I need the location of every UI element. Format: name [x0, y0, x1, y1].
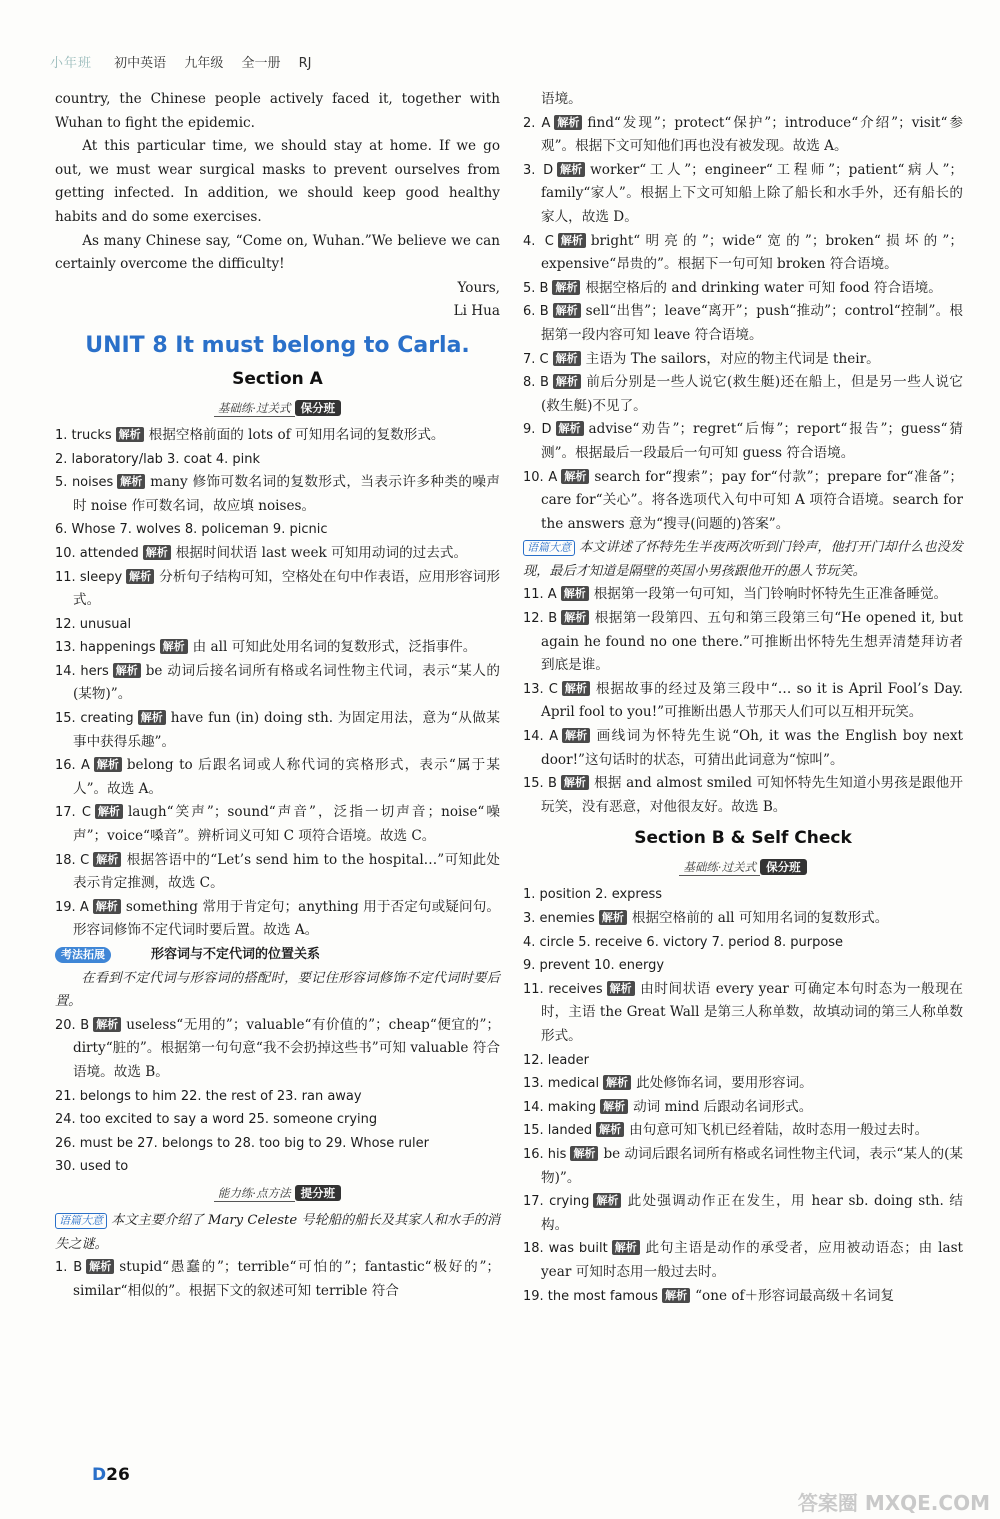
- banner-badge: 提分班: [295, 1185, 342, 1201]
- answer-item: [523, 277, 963, 301]
- answer-item: [523, 348, 963, 372]
- answer-key: 11. receives: [523, 981, 603, 997]
- explanation-tag: 解析: [553, 351, 581, 366]
- explanation-tag: 解析: [562, 681, 590, 696]
- answer-key: 10. attended: [55, 545, 139, 561]
- answer-item: [523, 1072, 963, 1096]
- explanation-tag: 解析: [596, 1122, 624, 1137]
- practice-banner: [523, 857, 963, 877]
- banner-label: 基础练·过关式: [679, 859, 760, 876]
- answer-item: [523, 1190, 963, 1237]
- left-column: [55, 88, 500, 1303]
- answer-item: [55, 1256, 500, 1303]
- letter-signature: Li Hua: [453, 303, 500, 320]
- answer-item: [523, 954, 963, 978]
- answer-key: 11. A: [523, 587, 557, 603]
- explanation-text: belong to 后跟名词或人称代词的宾格形式，表示“属于某人”。故选 A。: [73, 757, 500, 797]
- answer-key: 24. too excited to say a word 25. someone crying: [55, 1112, 378, 1128]
- answer-key: 26. must be 27. belongs to 28. too big to 29. Whose ruler: [55, 1135, 429, 1151]
- answer-item: [523, 371, 963, 418]
- letter-paragraph: At this particular time, we should stay at home. If we go out, we must wear surgical masks to prevent ourselves from getting infected. In addition, we should keep good healthy habits and do some exercises.: [55, 138, 500, 225]
- explanation-tag: 解析: [113, 663, 141, 678]
- answer-item: [523, 1237, 963, 1284]
- tip-text: 在看到不定代词与形容词的搭配时，要记住形容词修饰不定代词时要后置。: [55, 970, 500, 1010]
- unit-title: UNIT 8 It must belong to Carla.: [85, 332, 470, 358]
- right-column: [523, 88, 963, 1308]
- answer-list: [523, 583, 963, 819]
- answer-item: [523, 418, 963, 465]
- explanation-tag: 解析: [570, 1146, 598, 1161]
- answer-item: [523, 931, 963, 955]
- continued-text: 语境。: [541, 91, 582, 107]
- tip-box-heading: [55, 943, 500, 967]
- answer-key: 6. Whose 7. wolves 8. policeman 9. picnic: [55, 522, 328, 538]
- answer-key: 16. A: [55, 758, 90, 774]
- answer-key: 15. landed: [523, 1123, 593, 1139]
- explanation-text: 动词 mind 后跟动名词形式。: [633, 1098, 813, 1115]
- answer-item: [55, 542, 500, 566]
- passage-tag: 语篇大意: [523, 540, 575, 556]
- explanation-text: stupid“愚蠢的”；terrible“可怕的”；fantastic“极好的”；similar“相似的”。根据下文的叙述可知 terrible 符合: [73, 1259, 500, 1299]
- answer-key: 1. B: [55, 1260, 83, 1276]
- passage-summary: [55, 1209, 500, 1256]
- answer-key: 11. sleepy: [55, 569, 123, 585]
- answer-item: [55, 1155, 500, 1179]
- letter-paragraph: As many Chinese say, “Come on, Wuhan.”We believe we can certainly overcome the difficulty!: [55, 232, 500, 273]
- explanation-text: 由时间状语 every year 可确定本句时态为一般现在时，主语 the Great Wall 是第三人称单数，故填动词的第三人称单数形式。: [541, 980, 963, 1044]
- answer-key: 4. circle 5. receive 6. victory 7. period 8. purpose: [523, 934, 844, 950]
- answer-list: [55, 1256, 500, 1303]
- explanation-text: sell“出售”；leave“离开”；push“推动”；control“控制”。根据第一段内容可知 leave 符合语境。: [541, 303, 963, 343]
- passage-summary-text: 本文讲述了怀特先生半夜两次听到门铃声，他打开门却什么也没发现，最后才知道是隔壁的英国小男孩跟他开的愚人节玩笑。: [523, 540, 963, 579]
- answer-key: 15. creating: [55, 711, 134, 727]
- watermark: 答案圈 MXQE.COM: [797, 1491, 990, 1515]
- explanation-text: 主语为 The sailors，对应的物主代词是 their。: [585, 350, 880, 367]
- answer-key: 14. hers: [55, 663, 109, 679]
- answer-key: 12. B: [523, 611, 558, 627]
- answer-key: 9. D: [523, 422, 552, 438]
- header-edition: RJ: [298, 56, 312, 71]
- explanation-text: worker“工人”；engineer“工程师”；patient“病人”；family“家人”。根据上下文可知船上除了船长和水手外，还有船长的家人，故选 D。: [541, 161, 963, 225]
- explanation-text: search for“搜索”；pay for“付款”；prepare for“准备”；care for“关心”。将各选项代入句中可知 A 项符合语境。search for the answers 意为“搜寻(问题的)答案”。: [541, 468, 964, 532]
- explanation-tag: 解析: [599, 910, 627, 925]
- answer-item: [523, 1143, 963, 1190]
- answer-key: 10. A: [523, 469, 558, 485]
- answer-item: [523, 230, 963, 277]
- explanation-text: laugh“笑声”；sound“声音”，泛指一切声音；noise“噪声”；voice“嗓音”。辨析词义可知 C 项符合语境。故选 C。: [73, 804, 500, 845]
- answer-key: 3. D: [523, 162, 554, 178]
- explanation-text: advise“劝告”；regret“后悔”；report“报告”；guess“猜测”。根据最后一段最后一句可知 guess 符合语境。: [541, 421, 963, 461]
- answer-key: 19. the most famous: [523, 1288, 659, 1304]
- explanation-tag: 解析: [561, 610, 589, 625]
- answer-key: 18. C: [55, 852, 90, 868]
- answer-key: 13. C: [523, 681, 558, 697]
- explanation-tag: 解析: [558, 233, 586, 248]
- explanation-text: 根据空格后的 and drinking water 可知 food 符合语境。: [585, 279, 942, 296]
- header-volume: 全一册: [241, 56, 281, 71]
- answer-item: [523, 678, 963, 725]
- passage-summary: [523, 536, 963, 583]
- answer-key: 14. A: [523, 729, 559, 745]
- explanation-text: 根据答语中的“Let’s send him to the hospital…”可知此处表示肯定推测，故选 C。: [73, 851, 500, 892]
- answer-key: 4. C: [523, 233, 554, 249]
- explanation-text: 此处强调动作正在发生，用 hear sb. doing sth. 结构。: [541, 1193, 963, 1233]
- explanation-text: something 常用于肯定句；anything 用于否定句或疑问句。形容词修饰不定代词时要后置。故选 A。: [73, 898, 500, 939]
- answer-item: [523, 159, 963, 230]
- answer-key: 7. C: [523, 351, 549, 367]
- explanation-text: 根据空格前面的 lots of 可知用名词的复数形式。: [148, 426, 445, 443]
- explanation-tag: 解析: [556, 421, 584, 436]
- answer-key: 13. medical: [523, 1076, 600, 1092]
- passage-summary-text: 本文主要介绍了 Mary Celeste 号轮船的船长及其家人和水手的消失之谜。: [55, 1212, 500, 1252]
- answer-key: 12. leader: [523, 1052, 589, 1068]
- banner-label: 基础练·过关式: [214, 400, 295, 417]
- explanation-text: 根据时间状语 last week 可知用动词的过去式。: [175, 544, 468, 561]
- explanation-text: 分析句子结构可知，空格处在句中作表语，应用形容词形式。: [73, 568, 500, 609]
- explanation-tag: 解析: [607, 981, 635, 996]
- answer-item: [55, 707, 500, 754]
- answer-key: 5. noises: [55, 475, 114, 491]
- answer-key: 12. unusual: [55, 616, 132, 632]
- explanation-text: have fun (in) doing sth. 为固定用法，意为“从做某事中获得乐趣”。: [73, 710, 501, 750]
- explanation-tag: 解析: [138, 710, 166, 725]
- practice-banner: [55, 398, 500, 418]
- answer-key: 2. A: [523, 115, 551, 131]
- explanation-tag: 解析: [143, 545, 171, 560]
- answer-list: [55, 424, 500, 943]
- banner-badge: 保分班: [760, 859, 807, 875]
- answer-key: 17. C: [55, 805, 91, 821]
- answer-item: [55, 566, 500, 613]
- explanation-tag: 解析: [603, 1075, 631, 1090]
- explanation-tag: 解析: [561, 775, 589, 790]
- passage-tag: 语篇大意: [55, 1213, 107, 1229]
- answer-item: [523, 725, 963, 772]
- explanation-tag: 解析: [561, 469, 589, 484]
- explanation-tag: 解析: [160, 639, 188, 654]
- answer-key: 3. enemies: [523, 911, 595, 926]
- explanation-tag: 解析: [93, 852, 121, 867]
- answer-item: [55, 448, 500, 472]
- answer-list: [523, 112, 963, 537]
- answer-item: [523, 978, 963, 1049]
- explanation-text: 画线词为怀特先生说“Oh, it was the English boy next door!”这句话时的状态，可猜出此词意为“惊叫”。: [541, 728, 964, 768]
- explanation-tag: 解析: [562, 728, 590, 743]
- answer-item: [55, 754, 500, 801]
- tip-title: 形容词与不定代词的位置关系: [151, 947, 321, 962]
- explanation-tag: 解析: [116, 427, 144, 442]
- explanation-text: be 动词后跟名词所有格或名词性物主代词，表示“某人的(某物)”。: [541, 1145, 964, 1186]
- explanation-text: bright“明亮的”；wide“宽的”；broken“损坏的”；expensive“昂贵的”。根据下一句可知 broken 符合语境。: [541, 232, 963, 273]
- answer-item: [55, 1108, 500, 1132]
- answer-list: [55, 1014, 500, 1179]
- explanation-tag: 解析: [553, 374, 581, 389]
- answer-key: 1. trucks: [55, 427, 112, 443]
- explanation-tag: 解析: [662, 1288, 690, 1303]
- answer-key: 5. B: [523, 280, 549, 296]
- explanation-text: 根据空格前的 all 可知用名词的复数形式。: [631, 910, 889, 926]
- answer-item: [55, 636, 500, 660]
- answer-item: [523, 300, 963, 347]
- header-subject: 初中英语: [114, 56, 167, 71]
- answer-key: 13. happenings: [55, 640, 156, 656]
- answer-item: [55, 471, 500, 518]
- explanation-tag: 解析: [86, 1259, 114, 1274]
- explanation-tag: 解析: [95, 804, 123, 819]
- answer-item: [55, 896, 500, 943]
- banner-label: 能力练·点方法: [214, 1185, 295, 1202]
- answer-item: [523, 907, 963, 931]
- answer-key: 15. B: [523, 776, 557, 792]
- answer-key: 6. B: [523, 304, 549, 320]
- explanation-text: 根据第一段第一句可知，当门铃响时怀特先生正准备睡觉。: [593, 586, 948, 603]
- answer-key: 18. was built: [523, 1241, 608, 1257]
- explanation-tag: 解析: [561, 586, 589, 601]
- answer-item: [55, 1085, 500, 1109]
- explanation-tag: 解析: [600, 1099, 628, 1114]
- explanation-tag: 解析: [126, 569, 154, 584]
- page-header: [50, 52, 326, 71]
- answer-item: [523, 1119, 963, 1143]
- answer-key: 2. laboratory/lab 3. coat 4. pink: [55, 451, 261, 467]
- page-number: D26: [92, 1465, 130, 1485]
- explanation-text: 根据故事的经过及第三段中“… so it is April Fool’s Day. April fool to you!”可推断出愚人节那天人们可以互相开玩笑。: [541, 680, 964, 721]
- explanation-tag: 解析: [554, 115, 582, 130]
- answer-key: 8. B: [523, 375, 549, 391]
- answer-key: 1. position 2. express: [523, 887, 663, 903]
- answer-list: [523, 883, 963, 1308]
- explanation-tag: 解析: [117, 474, 145, 489]
- answer-item: [523, 607, 963, 678]
- answer-item: [523, 1049, 963, 1073]
- banner-badge: 保分班: [295, 400, 342, 416]
- answer-key: 30. used to: [55, 1159, 129, 1175]
- answer-item: [55, 1132, 500, 1156]
- explanation-tag: 解析: [557, 162, 585, 177]
- answer-key: 20. B: [55, 1017, 90, 1033]
- explanation-text: useless“无用的”；valuable“有价值的”；cheap“便宜的”；dirty“脏的”。根据第一句句意“我不会扔掉这些书”可知 valuable 符合语境。故选 B。: [73, 1016, 500, 1080]
- explanation-tag: 解析: [94, 757, 122, 772]
- explanation-tag: 解析: [553, 303, 581, 318]
- explanation-text: find“发现”；protect“保护”；introduce“介绍”；visit“参观”。根据下文可知他们再也没有被发现。故选 A。: [541, 114, 963, 155]
- practice-banner: [55, 1183, 500, 1203]
- section-title: Section B & Self Check: [634, 828, 852, 849]
- letter-closing: Yours,: [457, 279, 500, 296]
- section-title: Section A: [232, 368, 323, 389]
- explanation-tag: 解析: [93, 1017, 121, 1032]
- answer-item: [55, 518, 500, 542]
- explanation-text: 前后分别是一些人说它(救生艇)还在船上，但是另一些人说它(救生艇)不见了。: [541, 374, 963, 414]
- explanation-text: 由 all 可知此处用名词的复数形式，泛指事件。: [192, 639, 477, 656]
- explanation-text: be 动词后接名词所有格或名词性物主代词，表示“某人的(某物)”。: [73, 662, 500, 703]
- answer-item: [523, 466, 963, 537]
- answer-key: 17. crying: [523, 1194, 590, 1210]
- answer-item: [55, 801, 500, 848]
- answer-key: 14. making: [523, 1099, 597, 1115]
- explanation-text: 根据第一段第四、五句和第三段第三句“He opened it, but again he found no one there.”可推断出怀特先生想弄清楚拜访者到底是谁。: [541, 610, 964, 674]
- header-grade: 九年级: [184, 56, 224, 71]
- explanation-tag: 解析: [93, 899, 121, 914]
- explanation-tag: 解析: [552, 280, 580, 295]
- answer-key: 19. A: [55, 899, 89, 915]
- answer-item: [523, 112, 963, 159]
- explanation-text: 根据 and almost smiled 可知怀特先生知道小男孩是跟他开玩笑，没有恶意，对他很友好。故选 B。: [541, 775, 963, 815]
- explanation-text: 由句意可知飞机已经着陆，故时态用一般过去时。: [629, 1122, 929, 1139]
- answer-key: 16. his: [523, 1146, 567, 1162]
- answer-item: [55, 424, 500, 448]
- explanation-text: “one of＋形容词最高级＋名词复: [695, 1287, 895, 1304]
- answer-item: [523, 1285, 963, 1309]
- explanation-text: 此句主语是动作的承受者，应用被动语态；由 last year 可知时态用一般过去时。: [541, 1240, 964, 1280]
- explanation-text: many 修饰可数名词的复数形式，当表示许多种类的噪声时 noise 作可数名词，故应填 noises。: [73, 474, 501, 514]
- answer-key: 9. prevent 10. energy: [523, 958, 665, 974]
- answer-item: [523, 772, 963, 819]
- explanation-tag: 解析: [612, 1240, 640, 1255]
- answer-item: [55, 613, 500, 637]
- explanation-text: 此处修饰名词，要用形容词。: [636, 1075, 813, 1092]
- answer-item: [55, 849, 500, 896]
- answer-item: [523, 1096, 963, 1120]
- answer-item: [523, 883, 963, 907]
- letter-paragraph: country, the Chinese people actively faced it, together with Wuhan to fight the epidemic.: [55, 91, 500, 131]
- tip-badge: 考法拓展: [55, 947, 111, 963]
- answer-item: [523, 583, 963, 607]
- answer-key: 21. belongs to him 22. the rest of 23. ran away: [55, 1088, 362, 1104]
- answer-item: [55, 660, 500, 707]
- answer-item: [55, 1014, 500, 1085]
- explanation-tag: 解析: [593, 1193, 621, 1208]
- series-logo: 小年班: [50, 56, 93, 71]
